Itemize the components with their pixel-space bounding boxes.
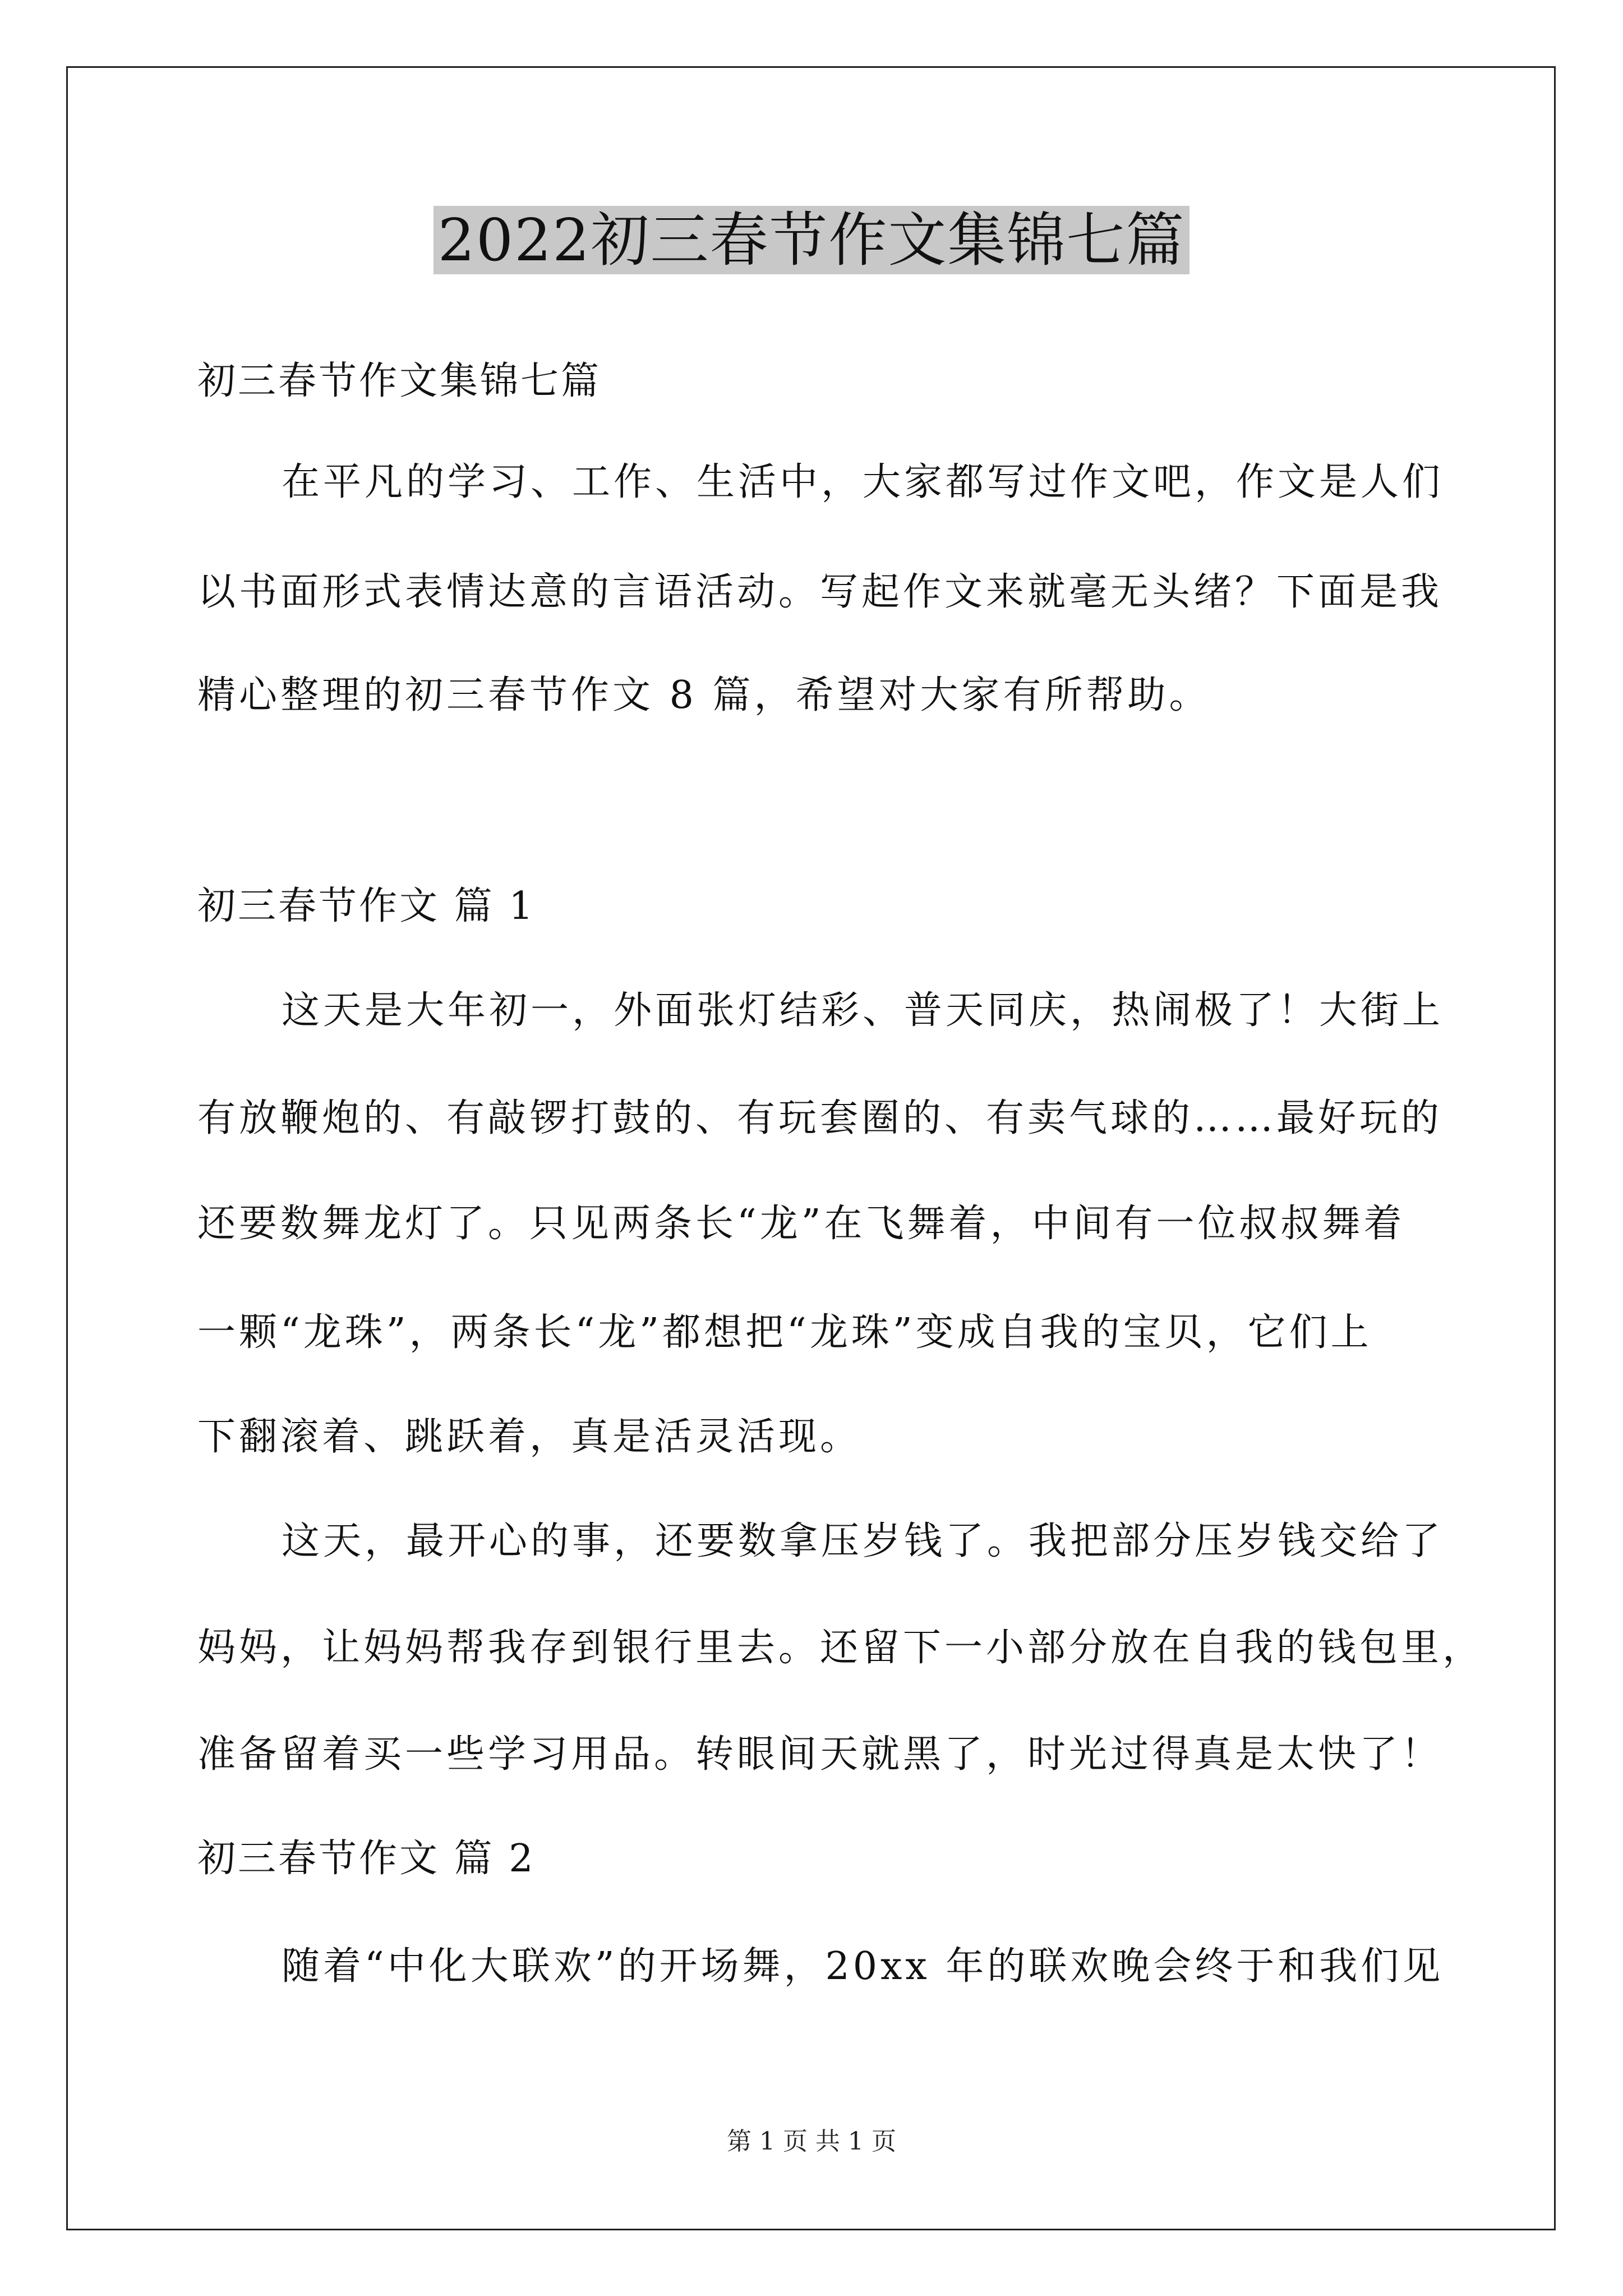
intro-line-3: 精心整理的初三春节作文 8 篇，希望对大家有所帮助。 [197,673,1211,717]
document-title [0,201,1623,279]
section-1-line-3: 还要数舞龙灯了。只见两条长“龙”在飞舞着，中间有一位叔叔舞着 [197,1202,1405,1246]
section-1-line-2: 有放鞭炮的、有敲锣打鼓的、有玩套圈的、有卖气球的……最好玩的 [197,1096,1443,1140]
page-number-footer: 第 1 页 共 1 页 [727,2127,896,2156]
section-1-line-1: 这天是大年初一，外面张灯结彩、普天同庆，热闹极了！大街上 [282,988,1444,1033]
section-1-line-6: 这天，最开心的事，还要数拿压岁钱了。我把部分压岁钱交给了 [282,1519,1444,1563]
section-1-line-4: 一颗“龙珠”，两条长“龙”都想把“龙珠”变成自我的宝贝，它们上 [197,1310,1372,1355]
section-2-line-1: 随着“中化大联欢”的开场舞，20xx 年的联欢晚会终于和我们见 [282,1944,1444,1989]
document-subtitle: 初三春节作文集锦七篇 [197,359,602,403]
section-1-line-7: 妈妈，让妈妈帮我存到银行里去。还留下一小部分放在自我的钱包里， [197,1626,1484,1670]
intro-line-1: 在平凡的学习、工作、生活中，大家都写过作文吧，作文是人们 [282,460,1444,504]
section-1-line-8: 准备留着买一些学习用品。转眼间天就黑了，时光过得真是太快了！ [197,1732,1443,1777]
document-title-text: 2022初三春节作文集锦七篇 [434,206,1190,274]
section-2-heading: 初三春节作文 篇 2 [197,1837,536,1881]
section-1-heading: 初三春节作文 篇 1 [197,884,536,928]
intro-line-2: 以书面形式表情达意的言语活动。写起作文来就毫无头绪？下面是我 [197,570,1443,614]
section-1-line-5: 下翻滚着、跳跃着，真是活灵活现。 [197,1415,862,1459]
